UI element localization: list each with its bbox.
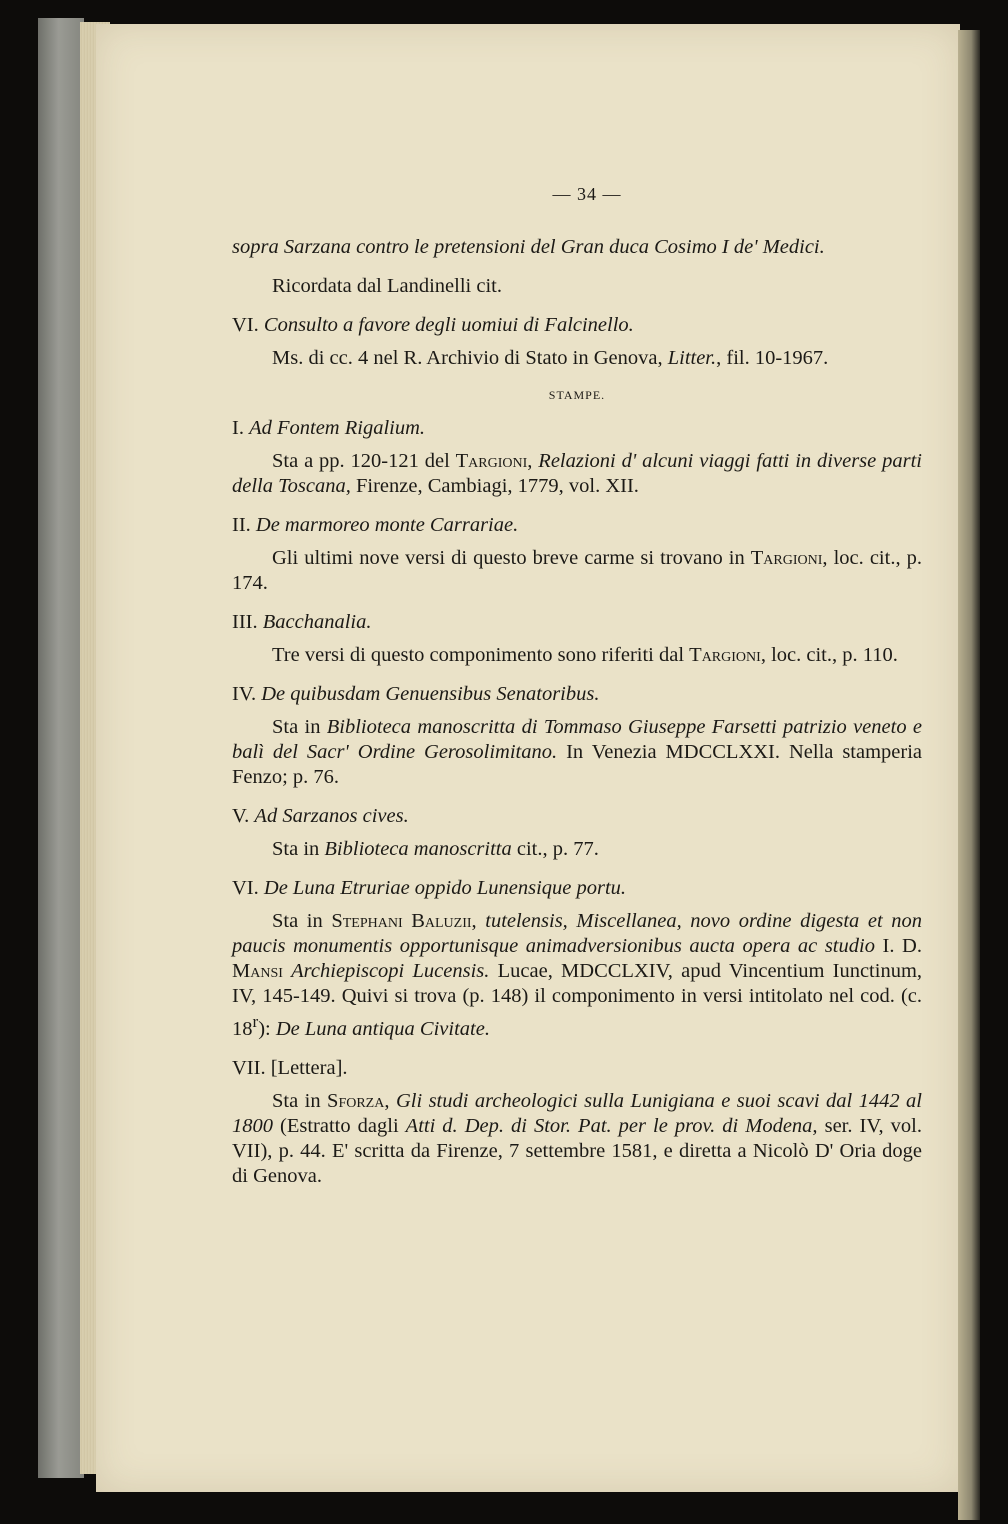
page-right-edge: [958, 30, 980, 1520]
paragraph-ms: Ms. di cc. 4 nel R. Archivio di Stato in Genova, Litter., fil. 10-1967.: [272, 347, 829, 369]
item-number: II.: [232, 514, 251, 536]
item-title: Ad Sarzanos cives.: [254, 805, 409, 827]
item-number: VI.: [232, 877, 259, 899]
paragraph-item-i: Sta a pp. 120-121 del Targioni, Relazioni d' alcuni viaggi fatti in diverse parti della Toscana, Firenze, Cambiagi, 1779, vol. XII.: [232, 450, 922, 497]
item-heading-vi-luna: [232, 876, 922, 901]
item-number: I.: [232, 417, 244, 439]
item-heading-v: [232, 804, 922, 829]
item-title: Consulto a favore degli uomiui di Falcinello.: [263, 314, 634, 336]
item-number: V.: [232, 805, 250, 827]
paragraph-item-vii: Sta in Sforza, Gli studi archeologici sulla Lunigiana e suoi scavi dal 1442 al 1800 (Estratto dagli Atti d. Dep. di Stor. Pat. per le prov. di Modena, ser. IV, vol. VII), p. 44. E' scritta da Firenze, 7 settembre 1581, e diretta a Nicolò D' Oria doge di Genova.: [232, 1089, 922, 1187]
item-title: De marmoreo monte Carrariae.: [255, 514, 519, 536]
page-number: — 34 —: [552, 184, 622, 204]
paragraph-sarzana: sopra Sarzana contro le pretensioni del Gran duca Cosimo I de' Medici.: [232, 236, 825, 258]
item-title: Ad Fontem Rigalium.: [249, 417, 426, 439]
book-binding: [38, 18, 84, 1478]
item-title: [Lettera].: [270, 1056, 348, 1079]
item-number: IV.: [232, 683, 257, 705]
paragraph-item-v: Sta in Biblioteca manoscritta cit., p. 77.: [272, 838, 599, 860]
item-title: De quibusdam Genuensibus Senatoribus.: [261, 683, 600, 705]
item-heading-vii: [232, 1056, 922, 1081]
item-number: VII.: [232, 1056, 266, 1079]
paragraph-item-ii: Gli ultimi nove versi di questo breve carme si trovano in Targioni, loc. cit., p. 174.: [232, 547, 922, 594]
paragraph-item-vi-luna: Sta in Stephani Baluzii, tutelensis, Miscellanea, novo ordine digesta et non paucis monumentis opportunisque animadversionibus aucta opera ac studio I. D. Mansi Archiepiscopi Lucensis. Lucae, MDCCLXIV, apud Vincentium Iunctinum, IV, 145-149. Quivi si trova (p. 148) il componimento in versi intitolato nel cod. (c. 18$^r$): De Luna antiqua Civitate.: [232, 910, 923, 1040]
section-heading-stampe: STAMPE.: [548, 388, 606, 402]
item-heading-ii: [232, 513, 922, 538]
item-heading-vi-consulto: [232, 313, 922, 338]
paragraph-item-iii: Tre versi di questo componimento sono riferiti dal Targioni, loc. cit., p. 110.: [272, 644, 898, 666]
item-heading-i: [232, 416, 922, 441]
page-text: [232, 182, 922, 1189]
item-title: Bacchanalia.: [262, 611, 372, 633]
item-title: De Luna Etruriae oppido Lunensique portu.: [263, 877, 627, 899]
item-number: III.: [232, 611, 258, 633]
item-heading-iii: [232, 610, 922, 635]
item-heading-iv: [232, 682, 922, 707]
paragraph-landinelli: Ricordata dal Landinelli cit.: [272, 275, 502, 297]
item-number: VI.: [232, 314, 259, 336]
paragraph-item-iv: Sta in Biblioteca manoscritta di Tommaso Giuseppe Farsetti patrizio veneto e balì del Sacr' Ordine Gerosolimitano. In Venezia MDCCLXXI. Nella stamperia Fenzo; p. 76.: [232, 716, 923, 788]
